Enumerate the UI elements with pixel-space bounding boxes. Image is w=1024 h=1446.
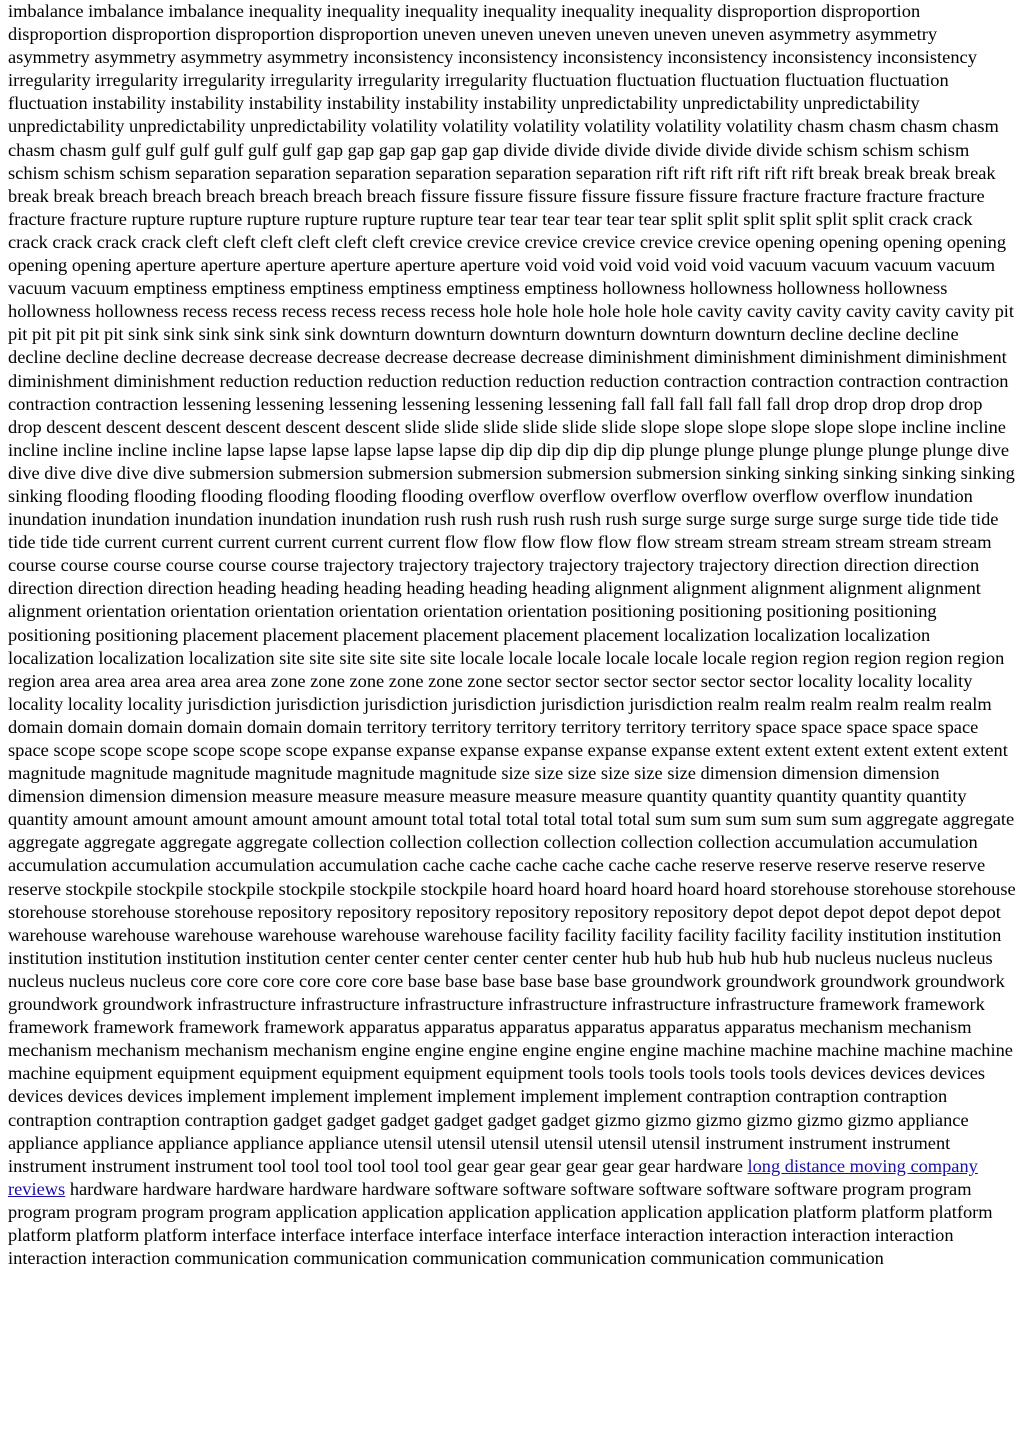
moving-reviews-link[interactable]: long distance moving company reviews xyxy=(8,1155,978,1199)
text-before-link: imbalance imbalance imbalance inequality inequality inequality inequality inequality inequality disproportion disproportion disproportion disproportion disproportion disproportion uneven uneven uneven uneven uneven uneven asymmetry asymmetry asymmetry asymmetry asymmetry asymmetry inconsistency inconsistency inconsistency inconsistency inconsistency inconsistency irregularity irregularity irregularity irregularity irregularity irregularity fluctuation fluctuation fluctuation fluctuation fluctuation fluctuation instability instability instability instability instability instability unpredictability unpredictability unpredictability unpredictability unpredictability unpredictability volatility volatility volatility volatility volatility volatility chasm chasm chasm chasm chasm chasm gulf gulf gulf gulf gulf gulf gap gap gap gap gap gap divide divide divide divide divide divide schism schism schism schism schism schism separation separation separation separation separation separation rift rift rift rift rift rift break break break break break break breach breach breach breach breach breach fissure fissure fissure fissure fissure fissure fracture fracture fracture fracture fracture fracture rupture rupture rupture rupture rupture rupture tear tear tear tear tear tear split split split split split split crack crack crack crack crack crack cleft cleft cleft cleft cleft cleft crevice crevice crevice crevice crevice crevice opening opening opening opening opening opening aperture aperture aperture aperture aperture aperture void void void void void void vacuum vacuum vacuum vacuum vacuum vacuum emptiness emptiness emptiness emptiness emptiness emptiness hollowness hollowness hollowness hollowness hollowness hollowness recess recess recess recess recess recess hole hole hole hole hole hole cavity cavity cavity cavity cavity cavity pit pit pit pit pit pit sink sink sink sink sink sink downturn downturn downturn downturn downturn downturn decline decline decline decline decline decline decrease decrease decrease decrease decrease decrease diminishment diminishment diminishment diminishment diminishment diminishment reduction reduction reduction reduction reduction reduction contraction contraction contraction contraction contraction contraction lessening lessening lessening lessening lessening lessening fall fall fall fall fall fall drop drop drop drop drop drop descent descent descent descent descent descent slide slide slide slide slide slide slope slope slope slope slope slope incline incline incline incline incline incline lapse lapse lapse lapse lapse lapse dip dip dip dip dip dip plunge plunge plunge plunge plunge plunge dive dive dive dive dive dive submersion submersion submersion submersion submersion submersion sinking sinking sinking sinking sinking sinking flooding flooding flooding flooding flooding flooding overflow overflow overflow overflow overflow overflow inundation inundation inundation inundation inundation inundation rush rush rush rush rush rush surge surge surge surge surge surge tide tide tide tide tide tide current current current current current current flow flow flow flow flow flow stream stream stream stream stream stream course course course course course course trajectory trajectory trajectory trajectory trajectory trajectory direction direction direction direction direction direction heading heading heading heading heading heading alignment alignment alignment alignment alignment alignment orientation orientation orientation orientation orientation orientation positioning positioning positioning positioning positioning positioning placement placement placement placement placement placement localization localization localization localization localization localization site site site site site site locale locale locale locale locale locale region region region region region region area area area area area area zone zone zone zone zone zone sector sector sector sector sector sector locality locality locality locality locality locality jurisdiction jurisdiction jurisdiction jurisdiction jurisdiction jurisdiction realm realm realm realm realm realm domain domain domain domain domain domain territory territory territory territory territory territory space space space space space space scope scope scope scope scope scope expanse expanse expanse expanse expanse expanse extent extent extent extent extent extent magnitude magnitude magnitude magnitude magnitude magnitude size size size size size size dimension dimension dimension dimension dimension dimension measure measure measure measure measure measure quantity quantity quantity quantity quantity quantity amount amount amount amount amount amount total total total total total total sum sum sum sum sum sum aggregate aggregate aggregate aggregate aggregate aggregate collection collection collection collection collection collection accumulation accumulation accumulation accumulation accumulation accumulation cache cache cache cache cache cache reserve reserve reserve reserve reserve reserve stockpile stockpile stockpile stockpile stockpile stockpile hoard hoard hoard hoard hoard hoard storehouse storehouse storehouse storehouse storehouse storehouse repository repository repository repository repository repository depot depot depot depot depot depot warehouse warehouse warehouse warehouse warehouse warehouse facility facility facility facility facility facility institution institution institution institution institution institution center center center center center center hub hub hub hub hub hub nucleus nucleus nucleus nucleus nucleus nucleus core core core core core core base base base base base base groundwork groundwork groundwork groundwork groundwork groundwork infrastructure infrastructure infrastructure infrastructure infrastructure infrastructure framework framework framework framework framework framework apparatus apparatus apparatus apparatus apparatus apparatus mechanism mechanism mechanism mechanism mechanism mechanism engine engine engine engine engine engine machine machine machine machine machine machine equipment equipment equipment equipment equipment equipment tools tools tools tools tools tools devices devices devices devices devices devices implement implement implement implement implement implement contraption contraption contraption contraption contraption contraption gadget gadget gadget gadget gadget gadget gizmo gizmo gizmo gizmo gizmo gizmo appliance appliance appliance appliance appliance appliance utensil utensil utensil utensil utensil utensil instrument instrument instrument instrument instrument instrument tool tool tool tool tool tool gear gear gear gear gear gear hardware xyxy=(8,1,1016,1176)
body-paragraph xyxy=(8,0,1016,1270)
text-after-link: hardware hardware hardware hardware hardware software software software software software software program program program program program program application application application application application application platform platform platform platform platform platform interface interface interface interface interface interface interaction interaction interaction interaction interaction interaction communication communication communication communication communication communication xyxy=(8,1178,993,1269)
